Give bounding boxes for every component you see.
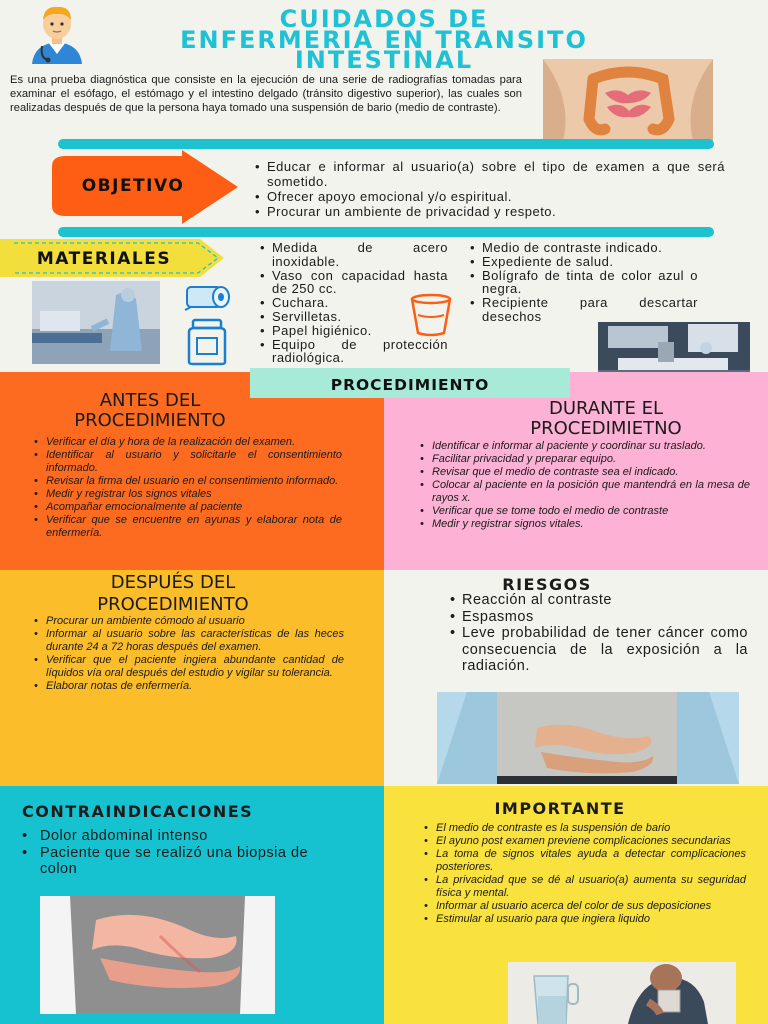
- page-title-line-3: INTESTINAL: [294, 46, 474, 74]
- list-item: • El ayuno post examen previene complicaciones secundarias: [424, 835, 746, 848]
- list-item: • Educar e informar al usuario(a) sobre el tipo de examen a que será sometido.: [255, 159, 725, 189]
- list-item: • Vaso con capacidad hasta de 250 cc.: [260, 269, 448, 297]
- durante-title-line-2: PROCEDIMIETNO: [530, 418, 682, 439]
- list-item: • Papel higiénico.: [260, 324, 448, 338]
- despues-title-line-2: PROCEDIMIENTO: [97, 594, 249, 615]
- list-item: • Equipo de protección radiológica.: [260, 338, 448, 366]
- list-item: • Cuchara.: [260, 296, 448, 310]
- list-item: • Leve probabilidad de tener cáncer como consecuencia de la exposición a la radiación.: [450, 625, 748, 675]
- objetivo-label: OBJETIVO: [81, 176, 185, 196]
- contraindicaciones-title: CONTRAINDICACIONES: [22, 802, 254, 821]
- list-item: • Verificar que el paciente ingiera abundante cantidad de líquidos vía oral después del estudio y vigilar su tolerancia.: [34, 654, 344, 680]
- list-item: • La toma de signos vitales ayuda a detectar complicaciones posteriores.: [424, 848, 746, 874]
- intestine-image: [543, 59, 713, 141]
- list-item: • Medida de acero inoxidable.: [260, 241, 448, 269]
- list-item: • Colocar al paciente en la posición que mantendrá en la mesa de rayos x.: [420, 479, 750, 505]
- list-item: • Ofrecer apoyo emocional y/o espiritual.: [255, 189, 725, 204]
- list-item: • Medio de contraste indicado.: [470, 241, 698, 255]
- stomach-pain-image: [40, 896, 275, 1014]
- list-item: • Procurar un ambiente de privacidad y respeto.: [255, 204, 725, 219]
- importante-title: IMPORTANTE: [494, 799, 626, 818]
- procedimiento-label: PROCEDIMIENTO: [330, 376, 490, 394]
- page-title-line-1: CUIDADOS DE: [279, 5, 489, 33]
- list-item: • Espasmos: [450, 609, 748, 626]
- page-title-line-2: ENFERMERIA EN TRANSITO: [180, 26, 588, 54]
- drinking-water-image: [508, 962, 736, 1024]
- antes-title-line-1: ANTES DEL: [99, 390, 201, 411]
- divider-bar-middle: [58, 227, 714, 237]
- list-item: • Paciente que se realizó una biopsia de colon: [22, 845, 342, 878]
- list-item: • Verificar el día y hora de la realización del examen.: [34, 436, 342, 449]
- materiales-list-col2: [470, 241, 698, 324]
- tape-roll-icon: [183, 283, 235, 311]
- list-item: • Servilletas.: [260, 310, 448, 324]
- cup-icon: [408, 293, 454, 337]
- list-item: • Reacción al contraste: [450, 592, 748, 609]
- despues-list: [34, 615, 344, 693]
- list-item: • Identificar al usuario y solicitarle el consentimiento informado.: [34, 449, 342, 475]
- materiales-label: MATERIALES: [36, 249, 172, 269]
- objetivo-list: [255, 159, 725, 219]
- list-item: • Elaborar notas de enfermería.: [34, 680, 344, 693]
- despues-title-line-1: DESPUÉS DEL: [110, 572, 236, 593]
- list-item: • Informar al usuario sobre las características de las heces durante 24 a 72 horas después del examen.: [34, 628, 344, 654]
- list-item: • Verificar que se encuentre en ayunas y elaborar nota de enfermería.: [34, 514, 342, 540]
- list-item: • Revisar que el medio de contraste sea el indicado.: [420, 466, 750, 479]
- bottle-icon: [183, 318, 233, 366]
- list-item: • Acompañar emocionalmente al paciente: [34, 501, 342, 514]
- list-item: • Recipiente para descartar desechos: [470, 296, 698, 324]
- list-item: • Estimular al usuario para que ingiera liquido: [424, 913, 746, 926]
- abdominal-pain-image: [437, 692, 739, 784]
- list-item: • Identificar e informar al paciente y coordinar su traslado.: [420, 440, 750, 453]
- list-item: • Procurar un ambiente cómodo al usuario: [34, 615, 344, 628]
- list-item: • El medio de contraste es la suspensión de bario: [424, 822, 746, 835]
- nurses-room-image: [32, 281, 160, 364]
- riesgos-list: [450, 592, 748, 675]
- list-item: • Informar al usuario acerca del color de sus deposiciones: [424, 900, 746, 913]
- list-item: • Expediente de salud.: [470, 255, 698, 269]
- list-item: • Medir y registrar los signos vitales: [34, 488, 342, 501]
- antes-list: [34, 436, 342, 540]
- durante-list: [420, 440, 750, 531]
- list-item: • Verificar que se tome todo el medio de contraste: [420, 505, 750, 518]
- antes-title-line-2: PROCEDIMIENTO: [74, 410, 226, 431]
- list-item: • Revisar la firma del usuario en el consentimiento informado.: [34, 475, 342, 488]
- list-item: • Bolígrafo de tinta de color azul o negra.: [470, 269, 698, 297]
- intro-paragraph: Es una prueba diagnóstica que consiste en la ejecución de una serie de radiografías tomadas para examinar el esófago, el estómago y el intestino delgado (tránsito digestivo superior), las cuales son realizadas después de que la persona haya tomado una suspensión de bario (medio de contraste).: [10, 74, 522, 114]
- list-item: • Medir y registrar signos vitales.: [420, 518, 750, 531]
- durante-title-line-1: DURANTE EL: [548, 398, 664, 419]
- riesgos-title: RIESGOS: [502, 575, 592, 594]
- importante-list: [424, 822, 746, 926]
- contraindicaciones-list: [22, 828, 342, 878]
- divider-bar-top: [58, 139, 714, 149]
- list-item: • Facilitar privacidad y preparar equipo.: [420, 453, 750, 466]
- list-item: • La privacidad que se dé al usuario(a) aumenta su seguridad física y mental.: [424, 874, 746, 900]
- list-item: • Dolor abdominal intenso: [22, 828, 342, 845]
